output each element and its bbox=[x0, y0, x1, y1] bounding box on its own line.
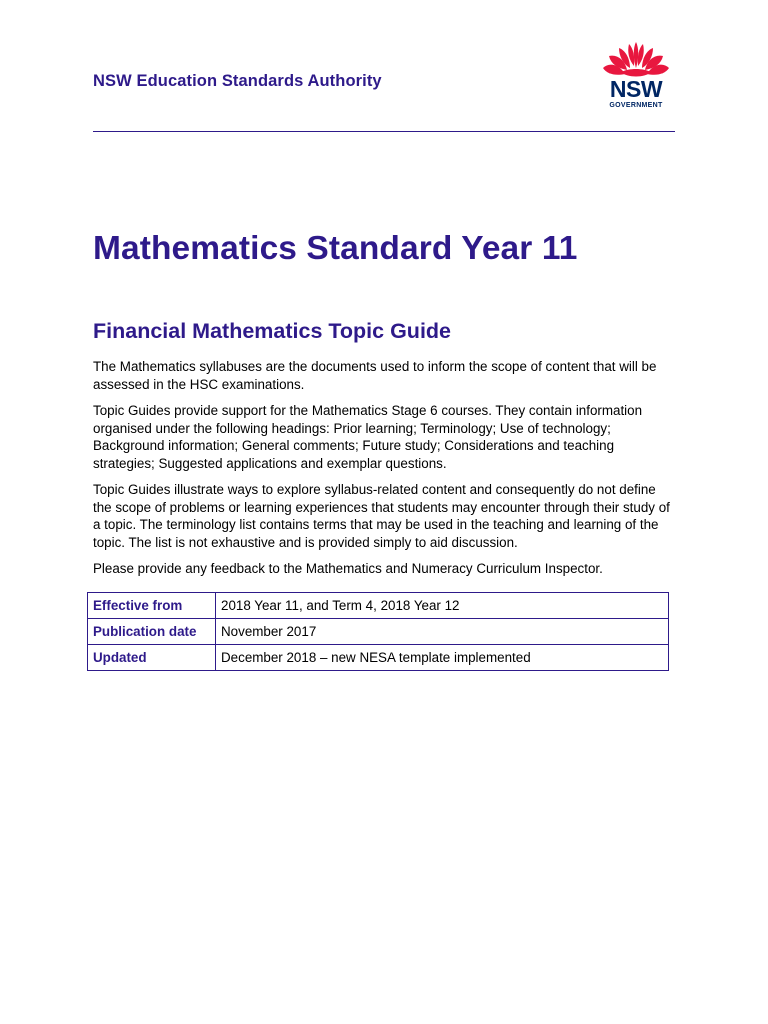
waratah-flower-icon bbox=[599, 42, 673, 80]
paragraph-topic-guides-illustrate: Topic Guides illustrate ways to explore syllabus-related content and consequently do not define the scope of problems or learning experiences that students may encounter through their study of a topic. The terminology list contains terms that may be used in the teaching and learning of the topic. The list is not exhaustive and is provided simply to aid discussion. bbox=[93, 482, 670, 550]
document-body bbox=[93, 358, 675, 587]
document-subtitle: Financial Mathematics Topic Guide bbox=[93, 319, 452, 343]
document-title: Mathematics Standard Year 11 bbox=[93, 230, 578, 267]
organisation-name: NSW Education Standards Authority bbox=[93, 72, 382, 90]
effective-from-label: Effective from bbox=[88, 593, 216, 619]
logo-government-text: GOVERNMENT bbox=[609, 102, 663, 109]
table-row bbox=[88, 645, 669, 671]
publication-date-value: November 2017 bbox=[216, 619, 669, 645]
nsw-government-logo bbox=[599, 42, 673, 112]
header-divider bbox=[93, 131, 675, 132]
document-info-table bbox=[87, 592, 669, 671]
paragraph-syllabus-scope: The Mathematics syllabuses are the documents used to inform the scope of content that will be assessed in the HSC examinations. bbox=[93, 359, 657, 392]
publication-date-label: Publication date bbox=[88, 619, 216, 645]
table-row bbox=[88, 619, 669, 645]
paragraph-feedback: Please provide any feedback to the Mathematics and Numeracy Curriculum Inspector. bbox=[93, 561, 603, 576]
logo-nsw-text: NSW bbox=[609, 76, 663, 102]
effective-from-value: 2018 Year 11, and Term 4, 2018 Year 12 bbox=[216, 593, 669, 619]
updated-value: December 2018 – new NESA template implemented bbox=[216, 645, 669, 671]
table-row bbox=[88, 593, 669, 619]
updated-label: Updated bbox=[88, 645, 216, 671]
paragraph-topic-guides-support: Topic Guides provide support for the Mathematics Stage 6 courses. They contain information organised under the following headings: Prior learning; Terminology; Use of technology; Background information; General comments; Future study; Considerations and teaching strategies; Suggested applications and exemplar questions. bbox=[93, 403, 643, 471]
